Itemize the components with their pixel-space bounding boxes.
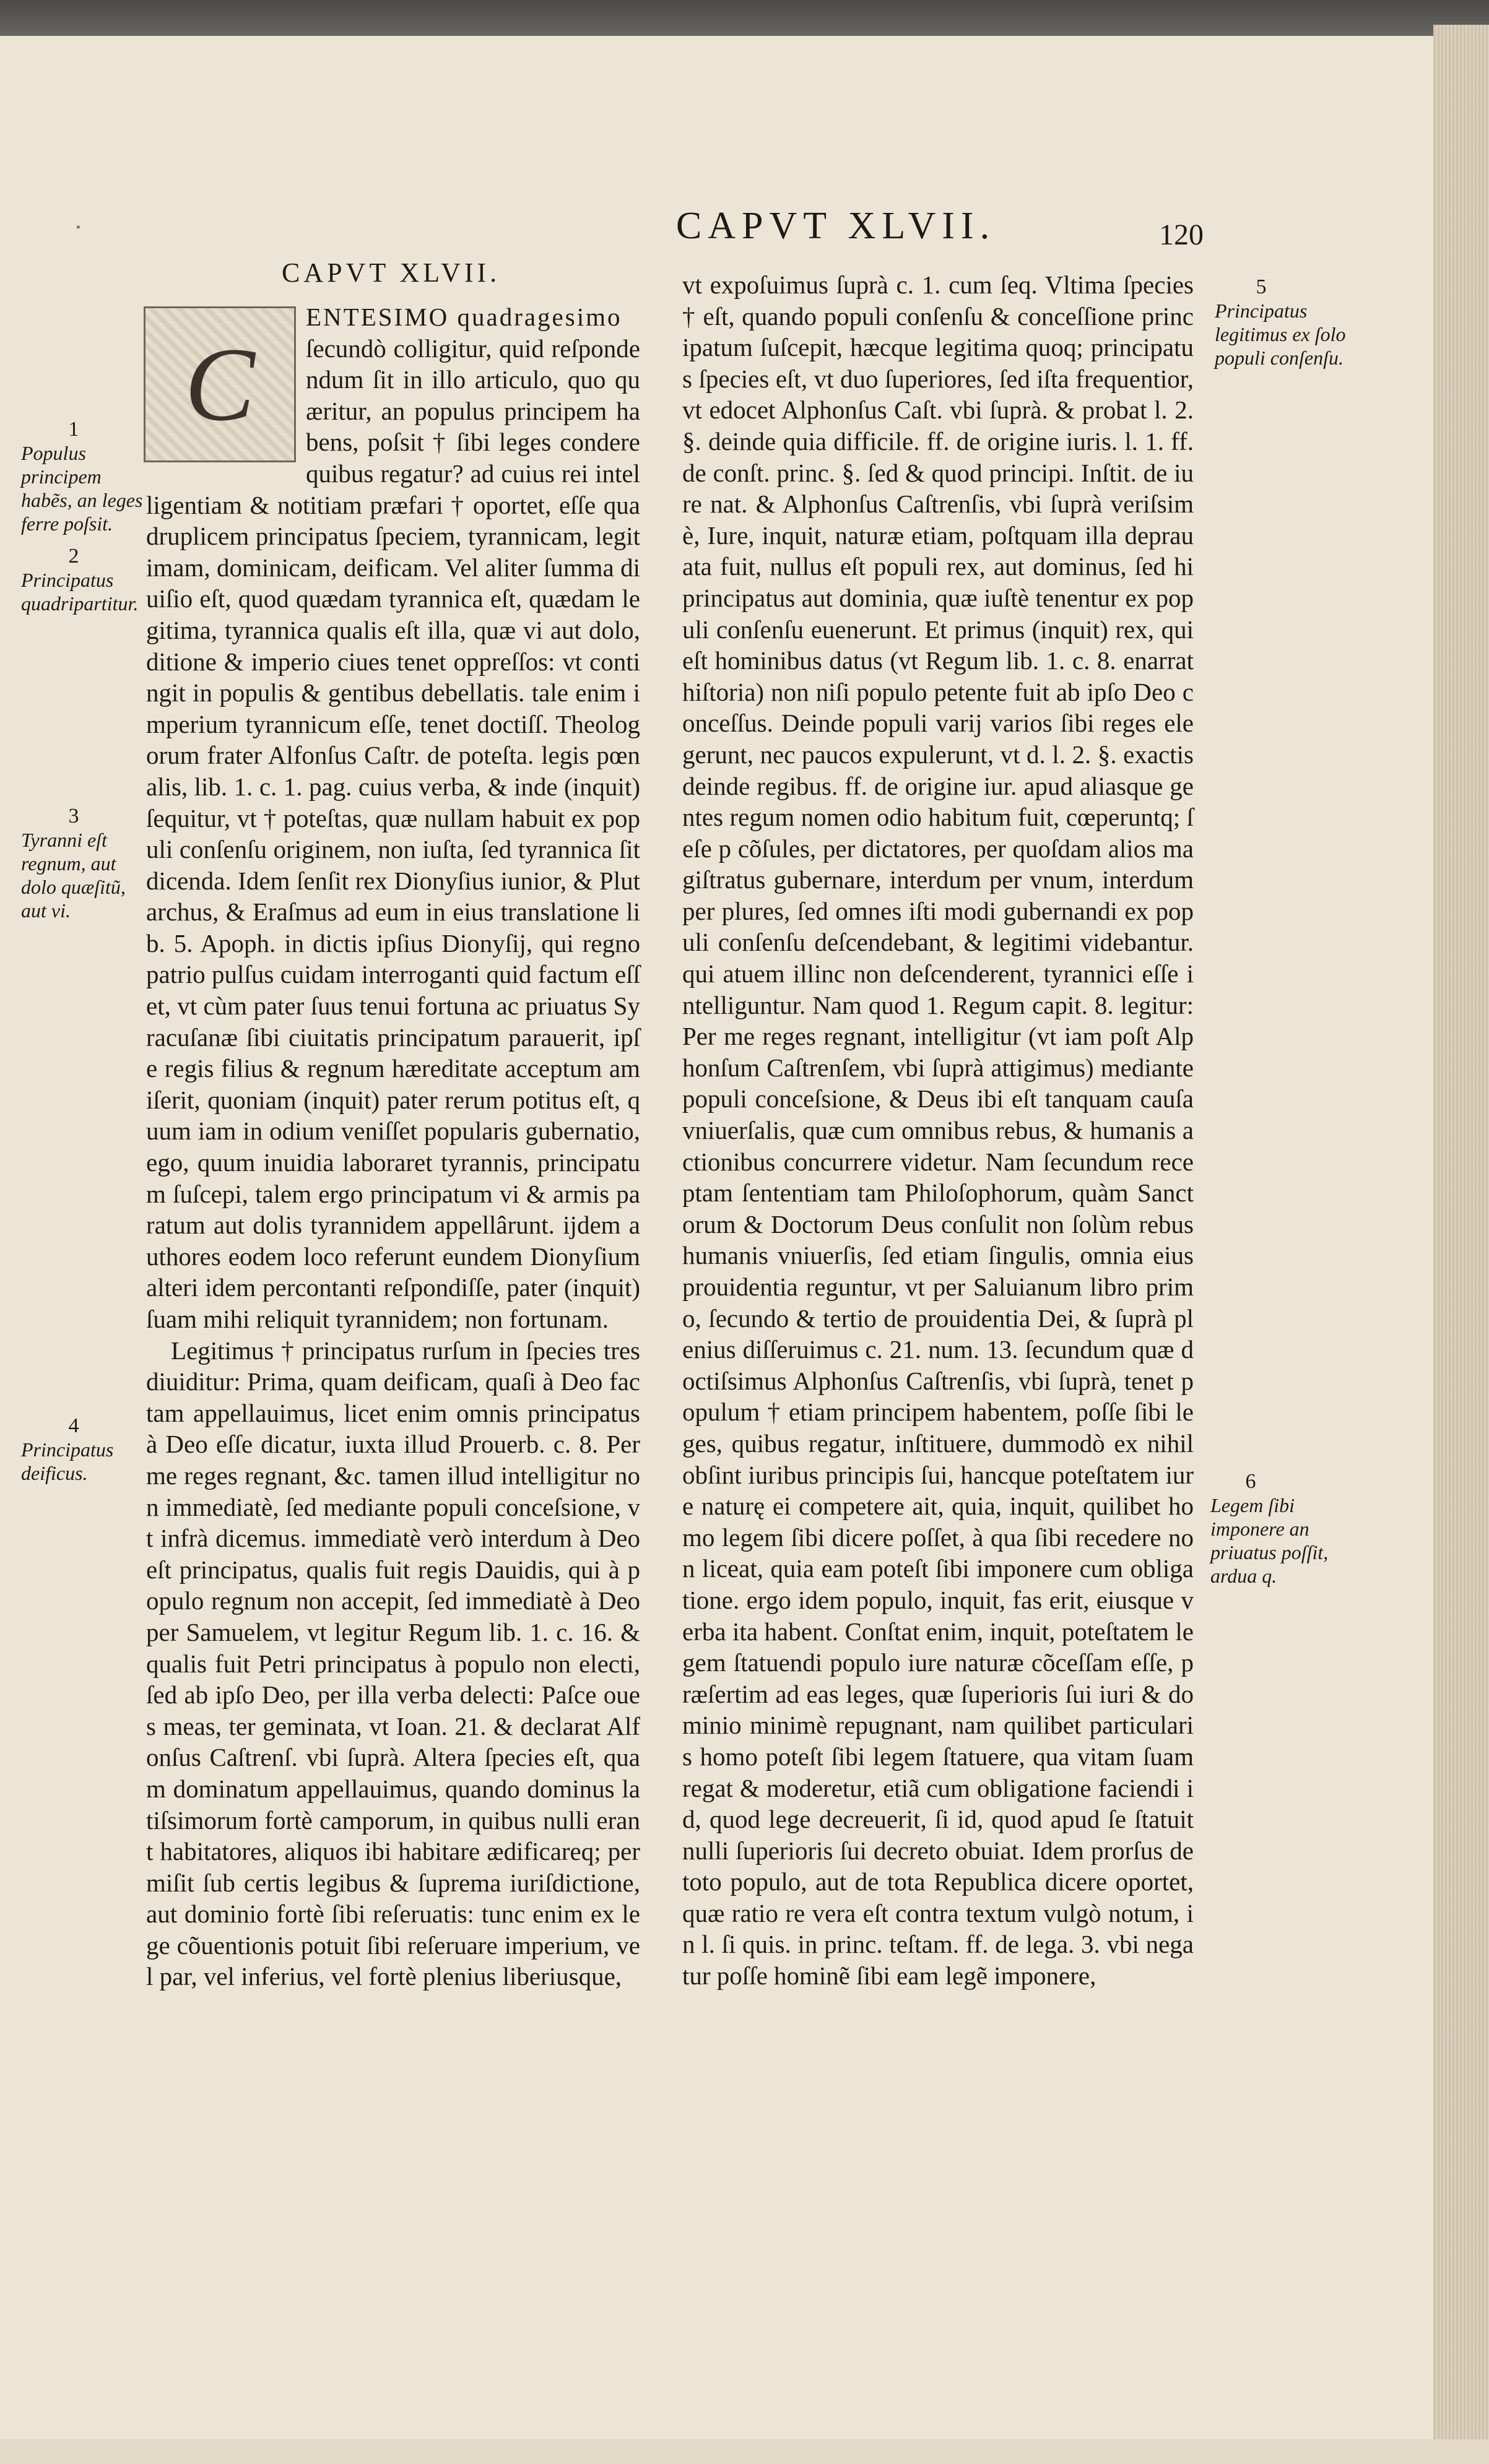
- paragraph: Legitimus † principatus rurſum in ſpecies tres diuiditur: Prima, quam deificam, quaſi à Deo factam appellauimus, licet enim omnis principatus à Deo eſſe dicatur, iuxta illud Prouerb. c. 8. Per me reges regnant, &c. tamen illud intelligitur non immediatè, ſed mediante populi conceſsione, vt infrà dicemus. immediatè verò interdum à Deo eſt principatus, qualis fuit regis Dauidis, qui à populo regnum non accepit, ſed immediatè à Deo per Samuelem, vt legitur Regum lib. 1. c. 16. & qualis fuit Petri principatus à populo non electi, ſed ab ipſo Deo, per illa verba delecti: Paſce oues meas, ter geminata, vt Ioan. 21. & declarat Alfonſus Caſtrenſ. vbi ſuprà. Altera ſpecies eſt, quam dominatum appellauimus, quando dominus latiſsimorum fortè camporum, in quibus nulli erant habitatores, aliquos ibi habitare ædificareq; permiſit ſub certis legibus & ſuprema iuriſdictione, aut dominio fortè ſibi reſeruatis: tunc enim ex lege cõuentionis potuit ſibi reſeruare imperium, vel par, vel inferius, vel fortè plenius liberiusque,: [146, 1336, 640, 1991]
- page-stack-edge: [1433, 25, 1489, 2464]
- bottom-strip: [0, 2439, 1489, 2464]
- paragraph: ſecundò colligitur, quid reſpondendum ſit in illo articulo, quo quæritur, an populus principem habens, poſsit † ſibi leges condere quibus regatur? ad cuius rei intelligentiam & notitiam præfari † oportet, eſſe quadruplicem principatus ſpeciem, tyrannicam, legitimam, dominicam, deificam. Vel aliter ſumma diuiſio eſt, quod quædam tyrannica eſt, quædam legitima, tyrannica qualis eſt illa, quæ vi aut dolo, ditione & imperio ciues tenet oppreſſos: vt contingit in populis & gentibus debellatis. tale enim imperium tyrannicum eſſe, tenet doctiſſ. Theologorum frater Alfonſus Caſtr. de poteſta. legis pœnalis, lib. 1. c. 1. pag. cuius verba, & inde (inquit) ſequitur, vt † poteſtas, quæ nullam habuit ex populi conſenſu originem, non iuſta, ſed tyrannica ſit dicenda. Idem ſenſit rex Dionyſius iunior, & Plutarchus, & Eraſmus ad eum in eius translatione lib. 5. Apoph. in dictis ipſius Dionyſij, qui regno patrio pulſus cuidam interroganti quid factum eſſet, vt cùm pater ſuus tenui fortuna ac priuatus Syracuſanæ ſibi ciuitatis principatum parauerit, ipſe regis filius & regnum hæreditate acceptum amiſerit, quoniam (inquit) pater rerum potitus eſt, quum iam in odium veniſſet popularis gubernatio, ego, quum inuidia laboraret tyrannis, principatum ſuſcepi, talem ergo principatum vi & armis paratum aut dolis tyrannidem appellârunt. ijdem authores eodem loco referunt eundem Dionyſium alteri idem percontanti reſpondiſſe, pater (inquit) ſuam mihi reliquit tyrannidem; non fortunam.: [146, 334, 640, 1333]
- initial-letter: C: [184, 326, 255, 443]
- margin-note-text: Principatus quadripartitur.: [21, 569, 139, 615]
- margin-note-number: 4: [68, 1414, 79, 1437]
- margin-note-text: Principatus deificus.: [21, 1438, 114, 1484]
- decorated-initial: [144, 306, 296, 462]
- margin-note-text: Populus principem habẽs, an leges ferre poſsit.: [21, 442, 143, 535]
- margin-note-text: Legem ſibi imponere an priuatus poſſit, ardua q.: [1210, 1494, 1329, 1587]
- paragraph: vt expoſuimus ſuprà c. 1. cum ſeq. Vltima ſpecies † eſt, quando populi conſenſu & conceſſione principatum ſuſcepit, hæcque legitima quoq; principatus ſpecies eſt, vt duo ſuperiores, ſed iſta frequentior, vt edocet Alphonſus Caſt. vbi ſuprà. & probat l. 2. §. deinde quia difficile. ff. de origine iuris. l. 1. ff. de conſt. princ. §. ſed & quod principi. Inſtit. de iure nat. & Alphonſus Caſtrenſis, vbi ſuprà veriſsimè, Iure, inquit, naturæ etiam, poſtquam illa deprauata fuit, nullus eſt populi rex, aut dominus, ſed hi principatus aut dominia, quæ iuſtè tenentur ex populi conſenſu euenerunt. Et primus (inquit) rex, qui eſt hominibus datus (vt Regum lib. 1. c. 8. enarrat hiſtoria) non niſi populo petente fuit ab ipſo Deo conceſſus. Deinde populi varij varios ſibi reges elegerunt, nec paucos expulerunt, vt d. l. 2. §. exactis deinde regibus. ff. de origine iur. apud aliasque gentes regum nomen odio habitum fuit, cœperuntq; ſeſe p cõſules, per dictatores, per quoſdam alios magiſtratus gubernare, interdum per vnum, interdum per plures, ſed omnes iſti modi gubernandi ex populi conſenſu deſcendebant, & legitimi videbantur. qui atuem illinc non deſcenderent, tyrannici eſſe intelliguntur. Nam quod 1. Regum capit. 8. legitur: Per me reges regnant, intelligitur (vt iam poſt Alphonſum Caſtrenſem, vbi ſuprà attigimus) mediante populi conceſsione, & Deus ibi eſt tanquam cauſa vniuerſalis, quæ cum omnibus rebus, & humanis actionibus concurrere videtur. Nam ſecundum receptam ſententiam tam Philoſophorum, quàm Sanctorum & Doctorum Deus conſulit non ſolùm rebus humanis vniuerſis, ſed etiam ſingulis, omnia eius prouidentia reguntur, vt per Saluianum libro primo, ſecundo & tertio de prouidentia Dei, & ſuprà plenius diſſeruimus c. 21. num. 13. ſecundum quæ doctiſsimus Alphonſus Caſtrenſis, vbi ſuprà, tenet populum † etiam principem habentem, poſſe ſibi leges, quibus regatur, inſtituere, dummodò ex nihil obſint iuribus principis ſui, hancque poteſtatem iure naturę ei competere ait, quia, inquit, quilibet homo legem ſibi dicere poſſet, à qua ſibi recedere non liceat, quia eam poteſt ſibi imponere cum obligatione. ergo idem populo, inquit, fas erit, eiusque verba ita habent. Conſtat enim, inquit, poteſtatem legem ſtatuendi populo iure naturæ cõceſſam eſſe, præſertim ad eas leges, quæ ſuperioris ſui iuri & dominio minimè repugnant, nam quilibet particularis homo poteſt ſibi legem ſtatuere, qua vitam ſuam regat & moderetur, etiã cum obligatione faciendi id, quod lege decreuerit, ſi id, quod apud ſe ſtatuit nulli ſuperioris ſui decreto obuiat. Idem prorſus de toto populo, aut de tota Republica dicere oportet, quæ ratio re vera eſt contra textum vulgò notum, in l. ſi quis. in princ. teſtam. ff. de lega. 3. vbi negatur poſſe hominẽ ſibi eam legẽ imponere,: [682, 270, 1194, 1991]
- margin-note-number: 3: [68, 805, 79, 828]
- margin-note-number: 2: [68, 545, 79, 568]
- chapter-title: CAPVT XLVII.: [282, 257, 501, 288]
- margin-note-2: [21, 545, 145, 615]
- margin-note-number: 6: [1245, 1470, 1256, 1493]
- margin-note-3: [21, 805, 145, 922]
- page-number: 120: [1159, 218, 1204, 251]
- margin-note-text: Tyranni eſt regnum, aut dolo quæſitũ, aut vi.: [21, 829, 126, 922]
- margin-note-number: 5: [1256, 275, 1267, 298]
- margin-note-text: Principatus legitimus ex ſolo populi conſenſu.: [1215, 300, 1346, 369]
- right-text-column: [682, 269, 1194, 2182]
- margin-note-5: [1215, 275, 1357, 370]
- margin-note-4: [21, 1414, 145, 1485]
- margin-note-number: 1: [68, 418, 79, 441]
- margin-note-1: [21, 418, 145, 535]
- running-head: CAPVT XLVII.: [675, 205, 996, 247]
- first-line: ENTESIMO quadragesimo: [306, 303, 622, 331]
- left-text-column: [146, 301, 640, 2078]
- ink-mark: ·: [74, 214, 82, 242]
- margin-note-6: [1210, 1470, 1353, 1588]
